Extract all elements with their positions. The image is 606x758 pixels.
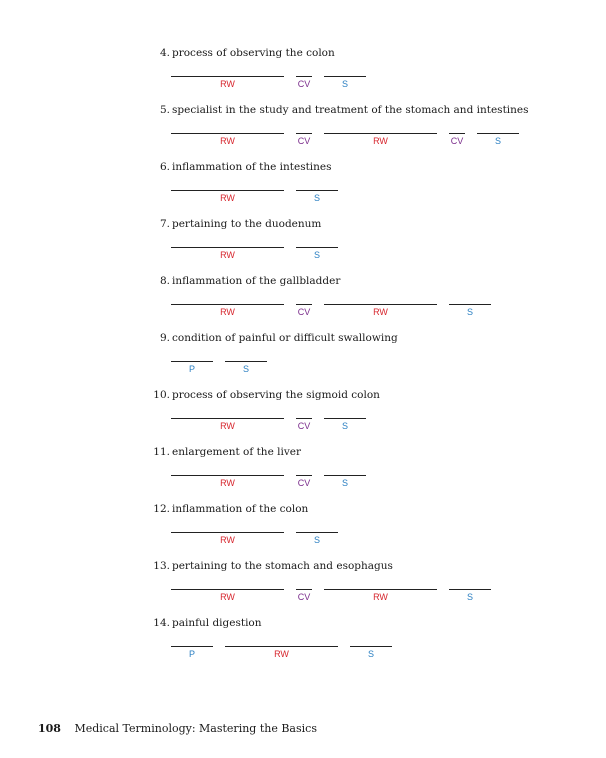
answer-blank-cv[interactable] [296,76,312,89]
answer-blank-rw[interactable] [324,133,437,146]
word-part-label: RW [220,193,235,203]
exercise-prompt [150,332,398,344]
word-part-label: RW [220,136,235,146]
exercise-text: pertaining to the stomach and esophagus [172,560,393,572]
word-part-label: RW [373,136,388,146]
exercise-number: 12. [153,503,170,515]
exercise-item [0,218,606,275]
exercise-text: process of observing the colon [172,47,335,59]
answer-blank-rw[interactable] [324,589,437,602]
word-part-label: CV [297,136,311,146]
answer-blank-s[interactable] [324,475,366,488]
word-part-label: S [494,136,501,146]
exercise-prompt [150,104,529,116]
exercise-text: specialist in the study and treatment of the stomach and intestines [172,104,529,116]
word-part-label: S [466,307,473,317]
answer-blank-s[interactable] [296,532,338,545]
answer-blank-rw[interactable] [225,646,338,659]
exercise-item [0,332,606,389]
answer-blank-cv[interactable] [296,475,312,488]
exercise-item [0,503,606,560]
exercise-text: inflammation of the gallbladder [172,275,341,287]
exercise-text: enlargement of the liver [172,446,301,458]
exercise-text: inflammation of the colon [172,503,309,515]
answer-blank-s[interactable] [324,418,366,431]
word-part-label: CV [297,478,311,488]
word-part-label: S [341,421,348,431]
word-part-label: CV [297,307,311,317]
word-part-label: S [367,649,374,659]
exercise-item [0,161,606,218]
word-part-label: RW [220,535,235,545]
word-part-label: RW [220,307,235,317]
exercise-number: 6. [159,161,170,173]
word-part-label: S [242,364,249,374]
word-part-label: RW [373,592,388,602]
answer-blank-rw[interactable] [171,532,284,545]
exercise-text: process of observing the sigmoid colon [172,389,380,401]
exercise-item [0,389,606,446]
exercise-prompt [150,503,308,515]
answer-blank-rw[interactable] [171,589,284,602]
answer-blank-cv[interactable] [296,133,312,146]
exercise-number: 14. [153,617,170,629]
answer-blank-cv[interactable] [296,418,312,431]
page-footer [38,722,317,735]
exercise-prompt [150,161,332,173]
exercise-prompt [150,617,262,629]
exercise-number: 8. [159,275,170,287]
exercise-prompt [150,446,301,458]
word-part-label: RW [220,250,235,260]
answer-blank-cv[interactable] [449,133,465,146]
exercise-item [0,560,606,617]
exercise-text: condition of painful or difficult swallowing [172,332,398,344]
exercise-prompt [150,389,380,401]
word-part-label: CV [297,421,311,431]
exercise-item [0,275,606,332]
answer-blank-cv[interactable] [296,589,312,602]
word-part-label: S [313,193,320,203]
word-part-label: RW [220,79,235,89]
answer-blank-p[interactable] [171,646,213,659]
answer-blank-p[interactable] [171,361,213,374]
answer-blank-rw[interactable] [171,133,284,146]
answer-blank-s[interactable] [296,247,338,260]
answer-blank-s[interactable] [449,304,491,317]
answer-blank-s[interactable] [296,190,338,203]
word-part-label: S [313,535,320,545]
answer-blank-s[interactable] [225,361,267,374]
exercise-text: inflammation of the intestines [172,161,332,173]
answer-blank-s[interactable] [324,76,366,89]
answer-blank-s[interactable] [449,589,491,602]
exercise-prompt [150,218,321,230]
exercise-item [0,104,606,161]
answer-blank-rw[interactable] [324,304,437,317]
word-part-label: S [341,79,348,89]
word-part-label: S [313,250,320,260]
exercise-number: 13. [153,560,170,572]
word-part-label: CV [297,79,311,89]
answer-blank-rw[interactable] [171,76,284,89]
exercise-prompt [150,560,393,572]
page-number: 108 [38,722,61,735]
word-part-label: CV [297,592,311,602]
exercise-number: 11. [153,446,170,458]
answer-blank-cv[interactable] [296,304,312,317]
exercise-number: 9. [159,332,170,344]
word-part-label: RW [220,421,235,431]
exercise-number: 10. [153,389,170,401]
answer-blank-s[interactable] [477,133,519,146]
exercise-text: painful digestion [172,617,262,629]
word-part-label: P [188,364,195,374]
answer-blank-rw[interactable] [171,190,284,203]
word-part-label: S [341,478,348,488]
word-part-label: RW [220,478,235,488]
answer-blank-rw[interactable] [171,304,284,317]
answer-blank-rw[interactable] [171,247,284,260]
word-part-label: RW [373,307,388,317]
answer-blank-rw[interactable] [171,418,284,431]
exercise-item [0,446,606,503]
exercise-prompt [150,275,340,287]
exercise-prompt [150,47,335,59]
answer-blank-s[interactable] [350,646,392,659]
word-part-label: S [466,592,473,602]
answer-blank-rw[interactable] [171,475,284,488]
exercise-item [0,47,606,104]
word-part-label: CV [450,136,464,146]
word-part-label: RW [220,592,235,602]
exercise-item [0,617,606,674]
exercise-number: 4. [159,47,170,59]
word-part-label: RW [274,649,289,659]
exercise-number: 5. [159,104,170,116]
exercise-number: 7. [159,218,170,230]
exercise-text: pertaining to the duodenum [172,218,322,230]
word-part-label: P [188,649,195,659]
book-title: Medical Terminology: Mastering the Basics [74,722,317,735]
